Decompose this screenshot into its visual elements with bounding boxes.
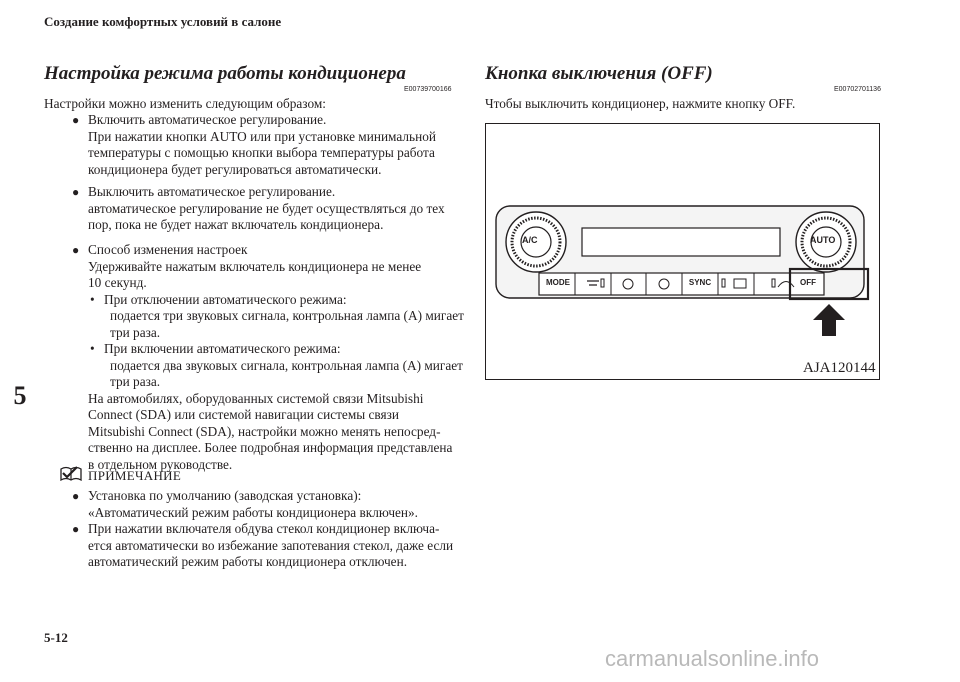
off-button-label: OFF — [800, 278, 816, 287]
note-icon — [60, 465, 82, 486]
sub-line: подается три звуковых сигнала, контрольная лампа (A) мигает — [110, 308, 464, 323]
note-heading: ПРИМЕЧАНИЕ — [88, 467, 182, 483]
sub-line: При отключении автоматического режима: — [104, 291, 347, 307]
bullet-line: При нажатии кнопки AUTO или при установке минимальной — [88, 128, 436, 144]
bullet-line: Mitsubishi Connect (SDA), настройки можно менять непосред- — [88, 423, 441, 439]
watermark: carmanualsonline.info — [605, 646, 820, 671]
left-intro: Настройки можно изменить следующим образом: — [44, 96, 326, 111]
climate-panel-illustration — [486, 124, 879, 379]
bullet-line: На автомобилях, оборудованных системой связи Mitsubishi — [88, 390, 424, 406]
bullet-icon: ● — [72, 489, 80, 503]
left-section-code: E00739700166 — [404, 86, 452, 93]
sub-item-auto-on — [88, 341, 468, 391]
bullet-title: Включить автоматическое регулирование. — [88, 112, 327, 127]
bullet-icon: ● — [72, 185, 80, 199]
sub-line: три раза. — [110, 374, 161, 389]
bullet-line: автоматическое регулирование не будет осуществляться до тех — [88, 200, 445, 216]
left-section-title: Настройка режима работы кондиционера — [44, 63, 406, 84]
bullet-change-settings — [72, 242, 468, 473]
note-heading-row — [60, 465, 181, 486]
right-section-title: Кнопка выключения (OFF) — [485, 63, 713, 84]
auto-knob-label: AUTO — [810, 235, 836, 245]
sub-line: подается два звуковых сигнала, контрольная лампа (A) мигает — [110, 357, 463, 373]
right-section-code: E00702701136 — [834, 86, 881, 93]
bullet-line: Connect (SDA) или системой навигации системы связи — [88, 407, 399, 422]
bullet-icon: ● — [72, 243, 80, 257]
chapter-tab: 5 — [13, 381, 27, 410]
sub-bullet-icon: • — [90, 291, 95, 307]
note-line: «Автоматический режим работы кондиционера включен». — [88, 504, 419, 520]
climate-panel-figure — [485, 123, 880, 380]
bullet-title: Способ изменения настроек — [88, 242, 248, 257]
sub-bullet-icon: • — [90, 341, 95, 356]
right-text: Чтобы выключить кондиционер, нажмите кнопку OFF. — [485, 96, 796, 111]
sub-item-auto-off — [88, 292, 468, 342]
ac-knob-label: A/C — [522, 235, 538, 245]
sub-line: При включении автоматического режима: — [104, 341, 341, 356]
bullet-line: кондиционера будет регулироваться автоматически. — [88, 161, 382, 177]
bullet-icon: ● — [72, 522, 80, 536]
bullet-line: Удерживайте нажатым включатель кондиционера не менее — [88, 258, 422, 274]
mode-button-label: MODE — [546, 278, 570, 287]
note-line: автоматический режим работы кондиционера отключен. — [88, 554, 408, 569]
bullet-line: ственно на дисплее. Более подробная информация представлена — [88, 440, 453, 455]
bullet-title: Выключить автоматическое регулирование. — [88, 184, 336, 199]
note-item-default — [72, 488, 468, 521]
bullet-line: в отдельном руководстве. — [88, 456, 233, 472]
note-line: ется автоматически во избежание запотевания стекол, даже если — [88, 537, 454, 553]
sync-button-label: SYNC — [688, 278, 712, 287]
note-line: Установка по умолчанию (заводская установка): — [88, 488, 362, 503]
bullet-icon: ● — [72, 113, 80, 127]
bullet-line: пор, пока не будет нажат включатель кондиционера. — [88, 217, 384, 232]
figure-id: AJA120144 — [803, 360, 876, 376]
bullet-auto-off — [72, 184, 468, 234]
sub-line: три раза. — [110, 324, 161, 340]
section-header: Создание комфортных условий в салоне — [44, 14, 282, 29]
note-line: При нажатии включателя обдува стекол кондиционер включа- — [88, 521, 440, 536]
up-arrow-icon — [813, 304, 845, 336]
bullet-auto-on — [72, 112, 468, 178]
page-number: 5-12 — [44, 630, 68, 645]
bullet-line: температуры с помощью кнопки выбора температуры работа — [88, 145, 435, 160]
bullet-line: 10 секунд. — [88, 275, 147, 290]
note-item-defog — [72, 521, 468, 571]
